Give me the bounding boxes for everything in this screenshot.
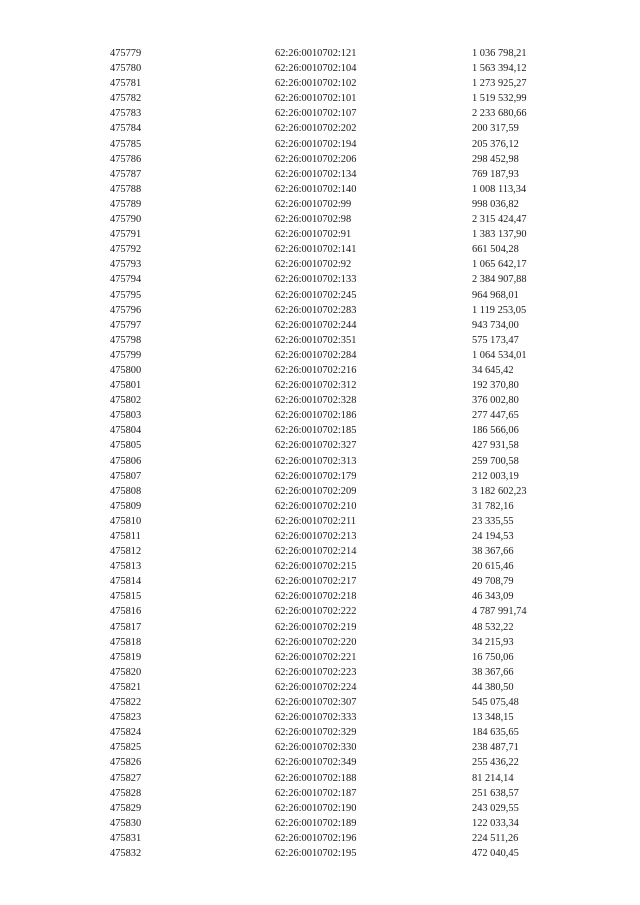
row-number-cell: 475803 [110,410,142,422]
cadastral-value-cell: 46 343,09 [472,591,514,603]
cadastral-value-cell: 661 504,28 [472,244,519,256]
table-row [110,786,630,801]
cadastral-number-cell: 62:26:0010702:244 [275,319,357,331]
cadastral-number-cell: 62:26:0010702:140 [275,183,357,195]
cadastral-value-cell: 769 187,93 [472,168,519,180]
table-row [110,665,630,680]
table-row [110,242,630,257]
table-row [110,559,630,574]
cadastral-value-cell: 259 700,58 [472,455,519,467]
row-number-cell: 475782 [110,93,142,105]
cadastral-number-cell: 62:26:0010702:283 [275,304,357,316]
cadastral-number-cell: 62:26:0010702:99 [275,198,352,210]
row-number-cell: 475818 [110,636,142,648]
cadastral-value-cell: 1 273 925,27 [472,78,527,90]
table-row [110,574,630,589]
cadastral-value-cell: 186 566,06 [472,425,519,437]
cadastral-value-cell: 3 182 602,23 [472,485,527,497]
table-row [110,318,630,333]
row-number-cell: 475802 [110,395,142,407]
cadastral-number-cell: 62:26:0010702:351 [275,334,357,346]
cadastral-value-cell: 1 563 394,12 [472,63,527,75]
cadastral-number-cell: 62:26:0010702:217 [275,576,357,588]
table-row [110,348,630,363]
row-number-cell: 475809 [110,500,142,512]
cadastral-number-cell: 62:26:0010702:187 [275,787,357,799]
table-row [110,378,630,393]
row-number-cell: 475798 [110,334,142,346]
table-row [110,438,630,453]
table-row [110,408,630,423]
cadastral-value-cell: 376 002,80 [472,395,519,407]
row-number-cell: 475828 [110,787,142,799]
cadastral-number-cell: 62:26:0010702:202 [275,123,357,135]
cadastral-number-cell: 62:26:0010702:220 [275,636,357,648]
cadastral-value-cell: 192 370,80 [472,380,519,392]
cadastral-value-cell: 184 635,65 [472,727,519,739]
cadastral-number-cell: 62:26:0010702:194 [275,138,357,150]
cadastral-value-cell: 13 348,15 [472,712,514,724]
row-number-cell: 475796 [110,304,142,316]
cadastral-number-cell: 62:26:0010702:210 [275,500,357,512]
table-row [110,303,630,318]
cadastral-number-cell: 62:26:0010702:134 [275,168,357,180]
cadastral-number-cell: 62:26:0010702:307 [275,697,357,709]
table-row [110,755,630,770]
table-row [110,121,630,136]
cadastral-value-cell: 255 436,22 [472,757,519,769]
table-row [110,816,630,831]
cadastral-number-cell: 62:26:0010702:141 [275,244,357,256]
cadastral-number-cell: 62:26:0010702:327 [275,440,357,452]
cadastral-value-cell: 2 315 424,47 [472,214,527,226]
cadastral-number-cell: 62:26:0010702:186 [275,410,357,422]
cadastral-number-cell: 62:26:0010702:216 [275,364,357,376]
row-number-cell: 475820 [110,666,142,678]
table-row [110,771,630,786]
row-number-cell: 475817 [110,621,142,633]
cadastral-value-cell: 24 194,53 [472,531,514,542]
row-number-cell: 475816 [110,606,142,618]
cadastral-number-cell: 62:26:0010702:104 [275,63,357,75]
row-number-cell: 475824 [110,727,142,739]
table-body [110,46,630,861]
cadastral-value-cell: 1 008 113,34 [472,183,527,195]
cadastral-value-cell: 23 335,55 [472,515,514,527]
cadastral-value-cell: 2 233 680,66 [472,108,527,120]
table-row [110,182,630,197]
table-row [110,635,630,650]
row-number-cell: 475829 [110,802,142,814]
cadastral-number-cell: 62:26:0010702:329 [275,727,357,739]
row-number-cell: 475792 [110,244,142,256]
table-row [110,76,630,91]
cadastral-number-cell: 62:26:0010702:188 [275,772,357,784]
cadastral-value-cell: 251 638,57 [472,787,519,799]
table-row [110,167,630,182]
cadastral-number-cell: 62:26:0010702:101 [275,93,357,105]
row-number-cell: 475779 [110,48,142,59]
cadastral-number-cell: 62:26:0010702:222 [275,606,357,618]
table-row [110,91,630,106]
cadastral-value-cell: 472 040,45 [472,847,519,859]
cadastral-value-cell: 943 734,00 [472,319,519,331]
cadastral-number-cell: 62:26:0010702:245 [275,289,357,301]
cadastral-value-cell: 49 708,79 [472,576,514,588]
row-number-cell: 475781 [110,78,142,90]
cadastral-number-cell: 62:26:0010702:284 [275,349,357,361]
cadastral-value-cell: 205 376,12 [472,138,519,150]
table-row [110,257,630,272]
cadastral-number-cell: 62:26:0010702:196 [275,832,357,844]
cadastral-number-cell: 62:26:0010702:98 [275,214,352,226]
row-number-cell: 475823 [110,712,142,724]
cadastral-value-cell: 122 033,34 [472,817,519,829]
row-number-cell: 475784 [110,123,142,135]
cadastral-number-cell: 62:26:0010702:190 [275,802,357,814]
cadastral-value-cell: 34 215,93 [472,636,514,648]
row-number-cell: 475806 [110,455,142,467]
cadastral-value-cell: 427 931,58 [472,440,519,452]
cadastral-value-cell: 81 214,14 [472,772,514,784]
table-row [110,227,630,242]
table-row [110,620,630,635]
row-number-cell: 475786 [110,153,142,165]
row-number-cell: 475789 [110,198,142,210]
cadastral-value-cell: 243 029,55 [472,802,519,814]
row-number-cell: 475826 [110,757,142,769]
row-number-cell: 475783 [110,108,142,120]
row-number-cell: 475827 [110,772,142,784]
row-number-cell: 475811 [110,531,141,542]
cadastral-value-cell: 38 367,66 [472,666,514,678]
row-number-cell: 475800 [110,364,142,376]
table-row [110,363,630,378]
cadastral-value-cell: 200 317,59 [472,123,519,135]
table-row [110,197,630,212]
cadastral-number-cell: 62:26:0010702:313 [275,455,357,467]
row-number-cell: 475830 [110,817,142,829]
cadastral-number-cell: 62:26:0010702:349 [275,757,357,769]
table-row [110,544,630,559]
row-number-cell: 475805 [110,440,142,452]
cadastral-value-cell: 48 532,22 [472,621,514,633]
cadastral-number-cell: 62:26:0010702:330 [275,742,357,754]
cadastral-value-cell: 1 119 253,05 [472,304,527,316]
table-row [110,454,630,469]
cadastral-value-cell: 212 003,19 [472,470,519,482]
cadastral-number-cell: 62:26:0010702:213 [275,531,357,542]
table-row [110,801,630,816]
table-row [110,680,630,695]
row-number-cell: 475788 [110,183,142,195]
cadastral-value-cell: 238 487,71 [472,742,519,754]
cadastral-value-cell: 44 380,50 [472,681,514,693]
table-row [110,333,630,348]
cadastral-number-cell: 62:26:0010702:328 [275,395,357,407]
table-row [110,725,630,740]
cadastral-number-cell: 62:26:0010702:312 [275,380,357,392]
row-number-cell: 475795 [110,289,142,301]
row-number-cell: 475812 [110,546,142,558]
table-row [110,831,630,846]
cadastral-number-cell: 62:26:0010702:224 [275,681,357,693]
cadastral-value-cell: 1 065 642,17 [472,259,527,271]
table-row [110,288,630,303]
cadastral-number-cell: 62:26:0010702:218 [275,591,357,603]
cadastral-value-cell: 998 036,82 [472,198,519,210]
cadastral-value-cell: 224 511,26 [472,832,519,844]
cadastral-number-cell: 62:26:0010702:189 [275,817,357,829]
cadastral-number-cell: 62:26:0010702:91 [275,229,352,241]
cadastral-value-cell: 277 447,65 [472,410,519,422]
table-row [110,423,630,438]
row-number-cell: 475791 [110,229,142,241]
row-number-cell: 475799 [110,349,142,361]
table-row [110,529,630,544]
cadastral-value-cell: 964 968,01 [472,289,519,301]
cadastral-number-cell: 62:26:0010702:185 [275,425,357,437]
table-row [110,469,630,484]
table-row [110,499,630,514]
cadastral-value-cell: 2 384 907,88 [472,274,527,286]
cadastral-number-cell: 62:26:0010702:221 [275,651,357,663]
row-number-cell: 475780 [110,63,142,75]
cadastral-value-cell: 298 452,98 [472,153,519,165]
row-number-cell: 475813 [110,561,142,573]
row-number-cell: 475787 [110,168,142,180]
table-row [110,393,630,408]
row-number-cell: 475821 [110,681,142,693]
row-number-cell: 475832 [110,847,142,859]
table-row [110,589,630,604]
cadastral-number-cell: 62:26:0010702:219 [275,621,357,633]
table-row [110,61,630,76]
cadastral-number-cell: 62:26:0010702:133 [275,274,357,286]
cadastral-number-cell: 62:26:0010702:121 [275,48,357,59]
cadastral-number-cell: 62:26:0010702:107 [275,108,357,120]
table-row [110,514,630,529]
row-number-cell: 475810 [110,515,142,527]
cadastral-value-cell: 1 519 532,99 [472,93,527,105]
cadastral-value-table [110,46,630,861]
table-row [110,695,630,710]
cadastral-number-cell: 62:26:0010702:214 [275,546,357,558]
cadastral-value-cell: 16 750,06 [472,651,514,663]
table-row [110,272,630,287]
table-row [110,604,630,619]
row-number-cell: 475831 [110,832,142,844]
table-row [110,106,630,121]
cadastral-value-cell: 545 075,48 [472,697,519,709]
table-row [110,152,630,167]
row-number-cell: 475807 [110,470,142,482]
row-number-cell: 475819 [110,651,142,663]
cadastral-number-cell: 62:26:0010702:223 [275,666,357,678]
row-number-cell: 475815 [110,591,142,603]
table-row [110,484,630,499]
row-number-cell: 475785 [110,138,142,150]
cadastral-value-cell: 4 787 991,74 [472,606,527,618]
table-row [110,846,630,861]
cadastral-number-cell: 62:26:0010702:206 [275,153,357,165]
cadastral-number-cell: 62:26:0010702:209 [275,485,357,497]
cadastral-value-cell: 1 036 798,21 [472,48,527,59]
cadastral-value-cell: 1 064 534,01 [472,349,527,361]
table-row [110,650,630,665]
row-number-cell: 475790 [110,214,142,226]
row-number-cell: 475814 [110,576,142,588]
cadastral-number-cell: 62:26:0010702:102 [275,78,357,90]
table-row [110,46,630,61]
row-number-cell: 475808 [110,485,142,497]
cadastral-value-cell: 31 782,16 [472,500,514,512]
table-row [110,137,630,152]
cadastral-number-cell: 62:26:0010702:195 [275,847,357,859]
cadastral-value-cell: 1 383 137,90 [472,229,527,241]
cadastral-value-cell: 34 645,42 [472,364,514,376]
cadastral-number-cell: 62:26:0010702:333 [275,712,357,724]
table-row [110,710,630,725]
row-number-cell: 475794 [110,274,142,286]
row-number-cell: 475801 [110,380,142,392]
cadastral-value-cell: 38 367,66 [472,546,514,558]
row-number-cell: 475804 [110,425,142,437]
row-number-cell: 475793 [110,259,142,271]
cadastral-number-cell: 62:26:0010702:211 [275,515,357,527]
row-number-cell: 475825 [110,742,142,754]
table-row [110,212,630,227]
row-number-cell: 475822 [110,697,142,709]
cadastral-number-cell: 62:26:0010702:179 [275,470,357,482]
cadastral-number-cell: 62:26:0010702:92 [275,259,352,271]
row-number-cell: 475797 [110,319,142,331]
cadastral-value-cell: 20 615,46 [472,561,514,573]
table-row [110,740,630,755]
cadastral-number-cell: 62:26:0010702:215 [275,561,357,573]
cadastral-value-cell: 575 173,47 [472,334,519,346]
